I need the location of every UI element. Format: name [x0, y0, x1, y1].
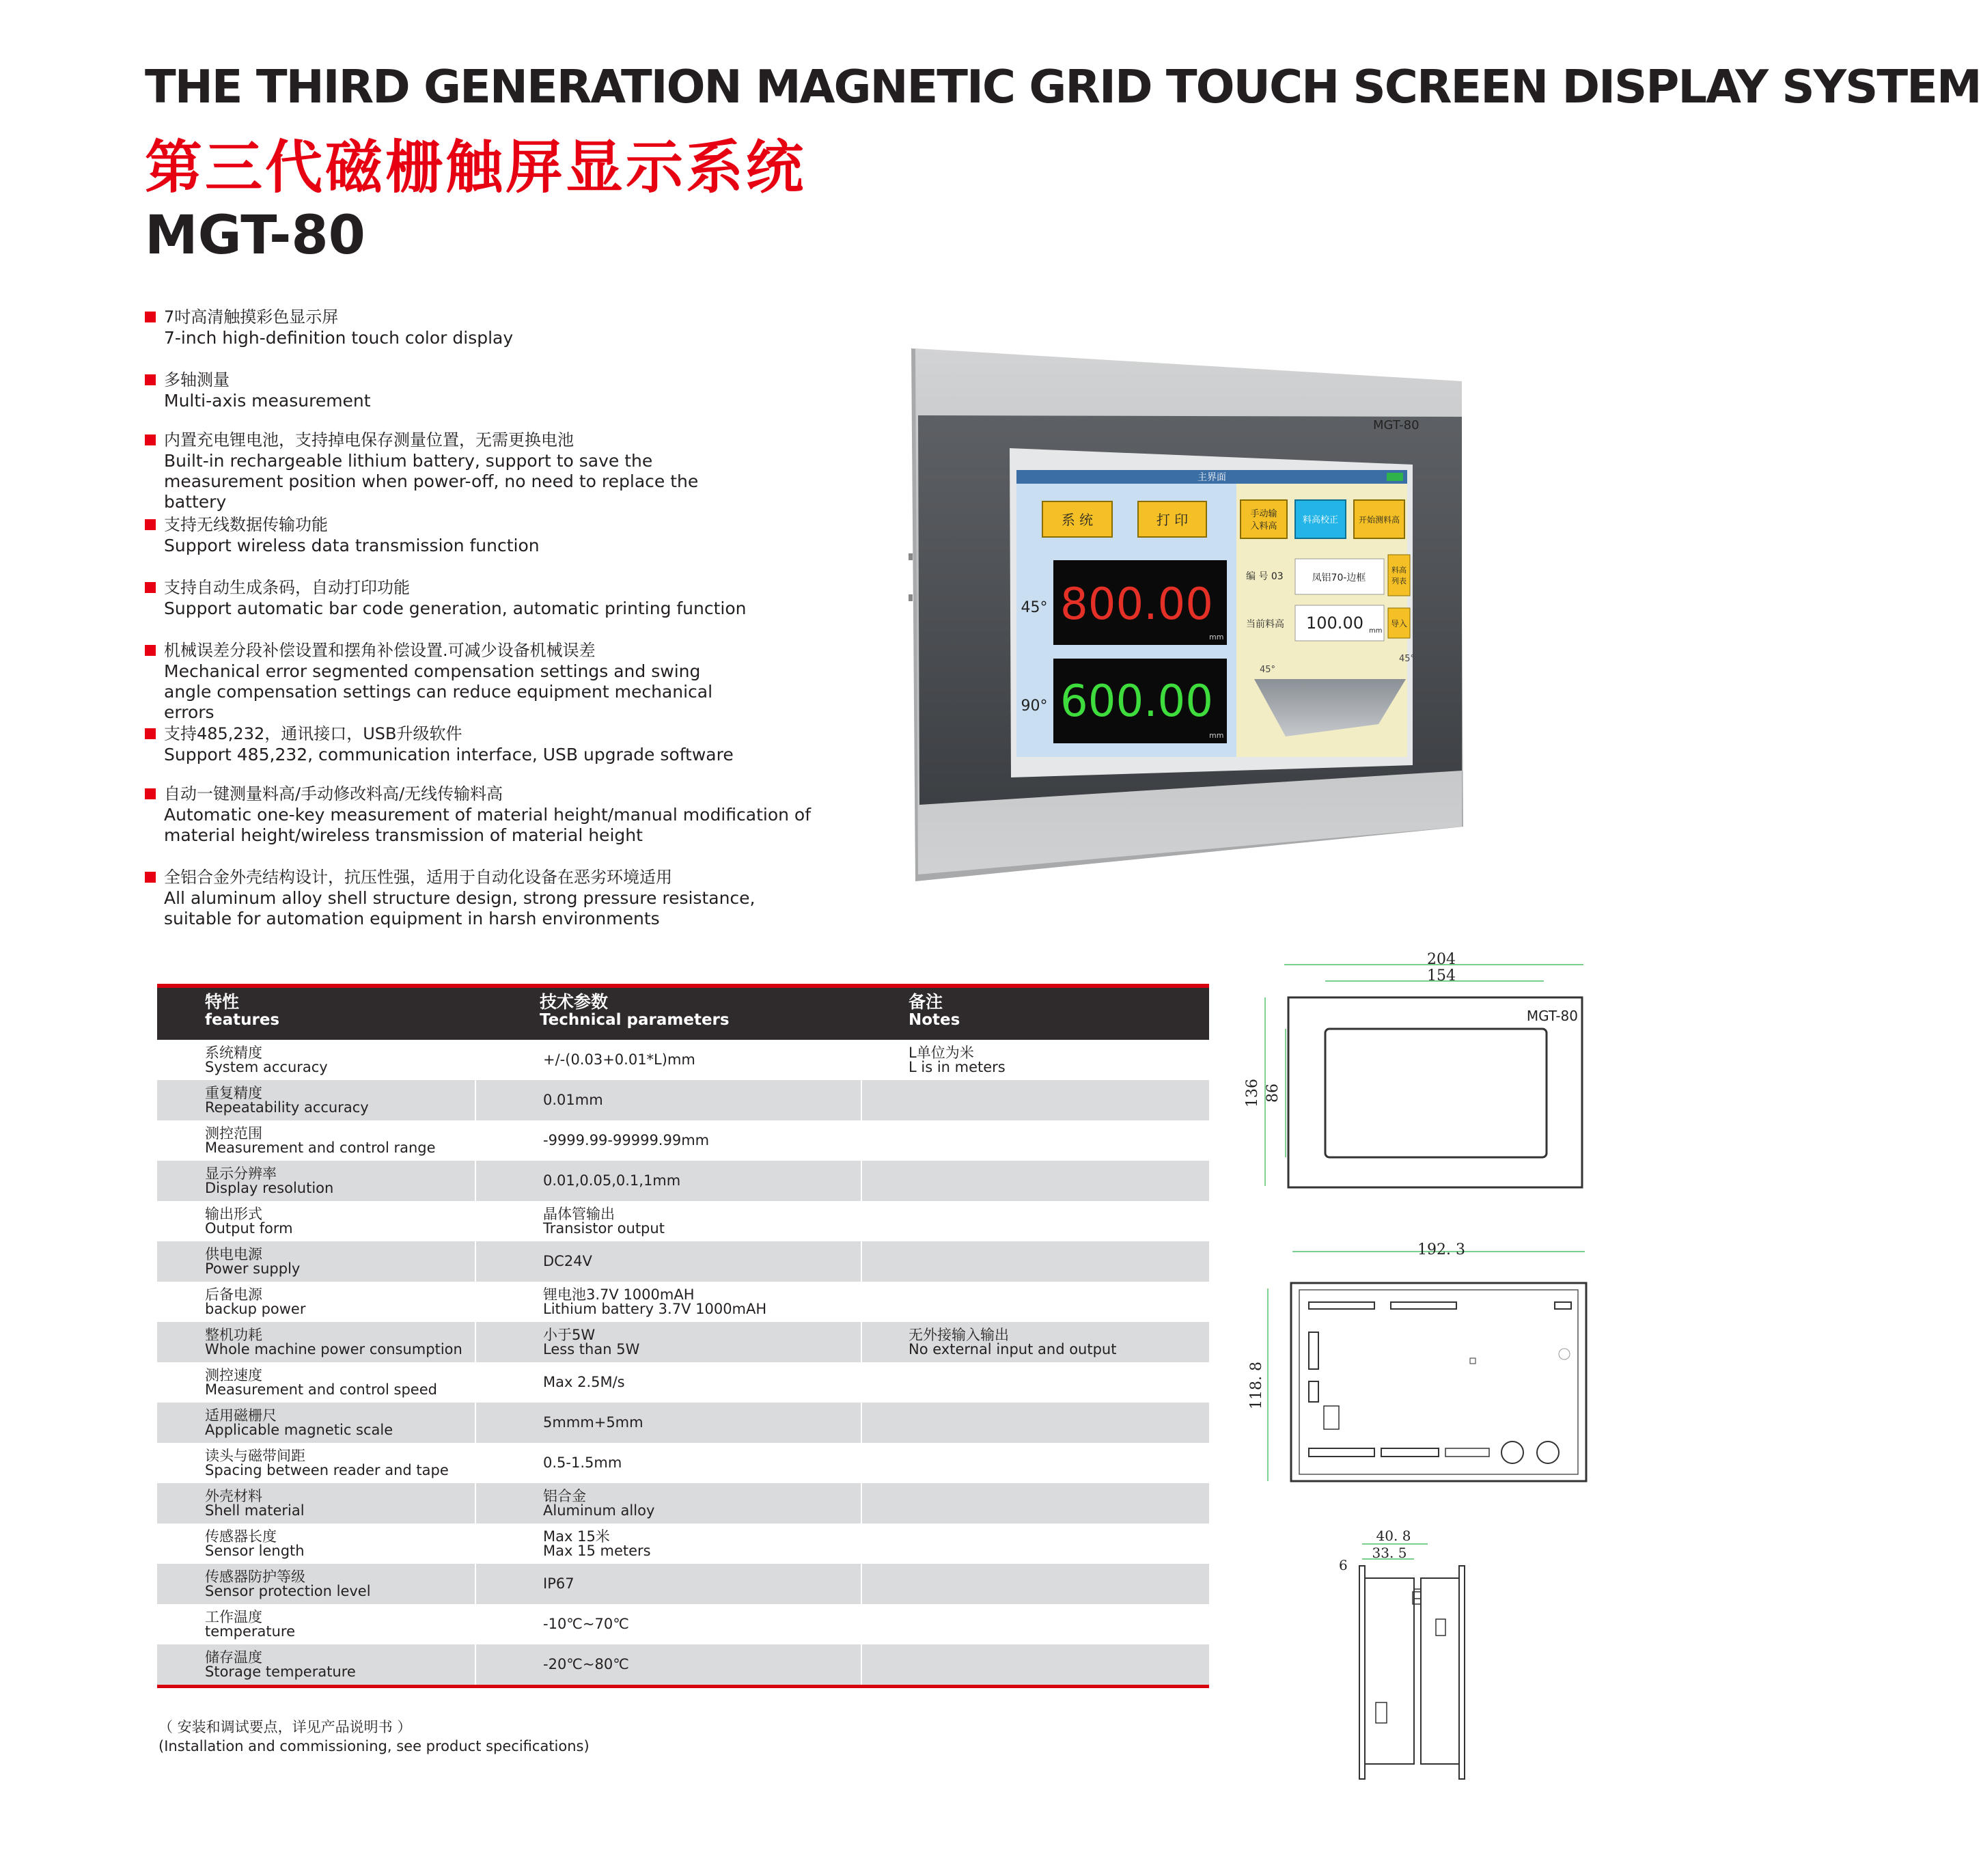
- dim-back-height: 118. 8: [1248, 1362, 1265, 1409]
- cell-parameter-line1: -10℃~70℃: [543, 1616, 629, 1632]
- battery-icon: [1387, 473, 1403, 481]
- bullet-square-icon: [145, 872, 156, 883]
- table-row: [157, 1080, 1209, 1120]
- feature-item: [145, 306, 828, 348]
- cell-note-line2: L is in meters: [909, 1058, 1006, 1075]
- cell-feature-cn: 供电电源: [205, 1245, 262, 1263]
- feature-cn: 支持485,232，通讯接口，USB升级软件: [164, 724, 462, 743]
- cell-feature-en: Sensor protection level: [205, 1582, 371, 1599]
- cell-feature-cn: 整机功耗: [205, 1326, 262, 1343]
- header-features: [205, 993, 279, 1029]
- cell-feature-cn: 显示分辨率: [205, 1165, 277, 1182]
- label-90: 90°: [1021, 698, 1048, 715]
- dim-width-inner: 154: [1427, 967, 1456, 984]
- dim-depth-outer: 40. 8: [1376, 1528, 1411, 1544]
- device-photo: [909, 348, 1469, 881]
- angle-left-label: 45°: [1260, 665, 1276, 675]
- cell-feature-en: Storage temperature: [205, 1663, 356, 1680]
- cell-parameter: [543, 1523, 898, 1564]
- cell-feature-cn: 重复精度: [205, 1084, 262, 1101]
- feature-cn: 支持无线数据传输功能: [164, 515, 328, 534]
- install-note-cn: （ 安装和调试要点，详见产品说明书 ）: [158, 1719, 412, 1735]
- front-screen-outline: [1325, 1029, 1547, 1157]
- cell-note: [909, 1282, 1209, 1322]
- serial-label: 编 号 03: [1246, 571, 1284, 582]
- table-row: [157, 1161, 1209, 1201]
- cell-feature-en: Spacing between reader and tape: [205, 1461, 449, 1478]
- cell-feature-en: Output form: [205, 1219, 293, 1237]
- table-header: [157, 988, 1209, 1040]
- table-row: [157, 1322, 1209, 1362]
- side-body: [1365, 1578, 1414, 1764]
- cell-note: [909, 1362, 1209, 1403]
- install-note-en: (Installation and commissioning, see product specifications): [158, 1738, 590, 1754]
- cell-parameter-line1: 0.01,0.05,0.1,1mm: [543, 1172, 681, 1189]
- cell-note: [909, 1241, 1209, 1282]
- cell-feature-en: Applicable magnetic scale: [205, 1421, 393, 1438]
- height-list-button[interactable]: [1388, 555, 1410, 596]
- dim-back-width: 192. 3: [1417, 1241, 1465, 1258]
- height-list-label-2: 列表: [1391, 577, 1407, 585]
- feature-item: [145, 783, 828, 846]
- system-button-label: 系 统: [1061, 512, 1094, 528]
- table-row: [157, 1201, 1209, 1241]
- header-notes: [909, 993, 960, 1029]
- cell-note-line1: 无外接输入输出: [909, 1326, 1009, 1343]
- cell-parameter-line2: Aluminum alloy: [543, 1502, 655, 1519]
- bullet-square-icon: [145, 312, 156, 322]
- current-height-label: 当前料高: [1246, 619, 1284, 630]
- cell-feature-en: Power supply: [205, 1260, 301, 1277]
- cell-feature-cn: 读头与磁带间距: [205, 1447, 305, 1464]
- header-params: [540, 993, 730, 1029]
- cell-feature-en: Sensor length: [205, 1542, 305, 1559]
- feature-cn: 支持自动生成条码，自动打印功能: [164, 578, 410, 597]
- feature-en: Built-in rechargeable lithium battery, support to save the measurement position when power-off, no need to replace the battery: [164, 451, 699, 512]
- feature-cn: 机械误差分段补偿设置和摆角补偿设置.可减少设备机械误差: [164, 641, 596, 660]
- cell-note: [909, 1523, 1209, 1564]
- height-list-label-1: 料高: [1391, 566, 1407, 575]
- side-flange: [1359, 1566, 1365, 1779]
- table-body: [157, 1040, 1209, 1685]
- cell-note: [909, 1080, 1209, 1120]
- feature-item: [145, 514, 828, 556]
- feature-cn: 内置充电锂电池，支持掉电保存测量位置，无需更换电池: [164, 430, 574, 450]
- cell-feature-cn: 输出形式: [205, 1205, 262, 1222]
- dim-flange: 6: [1339, 1557, 1348, 1573]
- feature-cn: 多轴测量: [164, 370, 230, 389]
- cell-parameter-line1: 晶体管输出: [543, 1205, 615, 1222]
- feature-en: Support automatic bar code generation, automatic printing function: [164, 598, 747, 618]
- cell-feature-cn: 测控范围: [205, 1125, 262, 1142]
- table-row: [157, 1644, 1209, 1685]
- cell-note-line1: L单位为米: [909, 1044, 974, 1061]
- cell-parameter-line1: +/-(0.03+0.01*L)mm: [543, 1051, 695, 1068]
- page-title-en: THE THIRD GENERATION MAGNETIC GRID TOUCH SCREEN DISPLAY SYSTEM: [145, 60, 1981, 113]
- cell-parameter: [543, 1040, 898, 1080]
- table-row: [157, 1523, 1209, 1564]
- bullet-square-icon: [145, 582, 156, 593]
- cell-feature-en: Measurement and control range: [205, 1139, 436, 1156]
- bullet-square-icon: [145, 434, 156, 445]
- serial-value: 凤铝70-边框: [1312, 573, 1366, 583]
- feature-cn: 7吋高清触摸彩色显示屏: [164, 307, 339, 327]
- cell-parameter: [543, 1564, 898, 1604]
- side-dimension-drawing: [1325, 1523, 1530, 1783]
- cell-parameter-line2: Lithium battery 3.7V 1000mAH: [543, 1300, 767, 1317]
- import-button-label: 导入: [1390, 619, 1408, 629]
- cell-note: [909, 1322, 1209, 1362]
- cell-parameter: [543, 1161, 898, 1201]
- cell-note: [909, 1403, 1209, 1443]
- cell-feature-en: Display resolution: [205, 1179, 334, 1196]
- cell-feature-en: Shell material: [205, 1502, 305, 1519]
- cell-feature-en: Whole machine power consumption: [205, 1340, 462, 1357]
- feature-en: Support wireless data transmission function: [164, 536, 540, 555]
- side-body-2: [1421, 1578, 1459, 1764]
- cell-parameter-line1: 0.5-1.5mm: [543, 1454, 622, 1471]
- model-name: MGT-80: [145, 205, 365, 266]
- cell-note: [909, 1201, 1209, 1241]
- cell-note: [909, 1564, 1209, 1604]
- cell-feature-en: backup power: [205, 1300, 306, 1317]
- page-title-cn: 第三代磁栅触屏显示系统: [145, 134, 807, 201]
- cell-parameter: [543, 1080, 898, 1120]
- table-row: [157, 1362, 1209, 1403]
- table-row: [157, 1040, 1209, 1080]
- cell-feature-cn: 适用磁栅尺: [205, 1407, 277, 1424]
- header-notes-cn: 备注: [909, 992, 943, 1012]
- table-row: [157, 1403, 1209, 1443]
- cell-parameter-line1: DC24V: [543, 1253, 592, 1269]
- cell-parameter-line2: Transistor output: [543, 1219, 665, 1237]
- feature-item: [145, 866, 828, 929]
- cell-feature-cn: 后备电源: [205, 1286, 262, 1303]
- device-brand-label: MGT-80: [1373, 418, 1419, 432]
- cell-parameter-line1: IP67: [543, 1575, 574, 1592]
- start-measure-label: 开始测料高: [1358, 515, 1400, 525]
- value-90: 600.00: [1060, 676, 1213, 727]
- current-height-value: 100.00: [1306, 613, 1363, 633]
- feature-cn: 自动一键测量料高/手动修改料高/无线传输料高: [164, 784, 503, 803]
- header-params-cn: 技术参数: [540, 992, 609, 1012]
- spec-table: [157, 984, 1209, 1688]
- dim-width-outer: 204: [1427, 951, 1456, 968]
- cell-note: [909, 1483, 1209, 1523]
- back-dimension-drawing: [1236, 1230, 1592, 1503]
- cell-parameter-line1: Max 15米: [543, 1528, 610, 1545]
- cell-parameter: [543, 1644, 898, 1685]
- feature-en: 7-inch high-definition touch color display: [164, 328, 514, 348]
- cell-feature-en: Measurement and control speed: [205, 1381, 437, 1398]
- unit-90: mm: [1209, 731, 1224, 740]
- cell-parameter-line1: 锂电池3.7V 1000mAH: [543, 1286, 695, 1303]
- cell-note: [909, 1604, 1209, 1644]
- cell-feature-en: System accuracy: [205, 1058, 328, 1075]
- cell-parameter: [543, 1241, 898, 1282]
- side-clip-icon: [909, 553, 913, 560]
- header-features-en: features: [205, 1011, 280, 1029]
- cell-note: [909, 1443, 1209, 1483]
- cell-parameter: [543, 1403, 898, 1443]
- manual-input-label-1: 手动输: [1250, 509, 1277, 519]
- front-brand-label: MGT-80: [1526, 1008, 1578, 1024]
- bullet-square-icon: [145, 728, 156, 739]
- side-connector-icon: [1414, 1589, 1421, 1599]
- cell-parameter-line1: 5mmm+5mm: [543, 1414, 643, 1431]
- table-bottom-rule: [157, 1685, 1209, 1688]
- feature-en: Support 485,232, communication interface, USB upgrade software: [164, 745, 734, 764]
- angle-right-label: 45°: [1399, 654, 1415, 664]
- cell-feature-cn: 外壳材料: [205, 1487, 262, 1504]
- cell-parameter-line1: Max 2.5M/s: [543, 1374, 625, 1390]
- cell-parameter: [543, 1483, 898, 1523]
- cell-feature-en: temperature: [205, 1623, 295, 1640]
- cell-parameter-line1: -9999.99-99999.99mm: [543, 1132, 710, 1148]
- feature-item: [145, 639, 828, 723]
- cell-note-line2: No external input and output: [909, 1340, 1117, 1357]
- screen-title: 主界面: [1197, 472, 1226, 483]
- table-row: [157, 1564, 1209, 1604]
- bullet-square-icon: [145, 374, 156, 385]
- cell-parameter-line1: 小于5W: [543, 1326, 596, 1343]
- cell-note: [909, 1120, 1209, 1161]
- header-params-en: Technical parameters: [540, 1011, 730, 1029]
- table-row: [157, 1282, 1209, 1322]
- table-row: [157, 1241, 1209, 1282]
- table-row: [157, 1120, 1209, 1161]
- feature-cn: 全铝合金外壳结构设计，抗压性强，适用于自动化设备在恶劣环境适用: [164, 868, 672, 887]
- cell-parameter-line1: 0.01mm: [543, 1092, 603, 1108]
- bullet-square-icon: [145, 788, 156, 799]
- cell-feature-en: Repeatability accuracy: [205, 1099, 369, 1116]
- cell-parameter-line1: 铝合金: [543, 1487, 586, 1504]
- feature-en: All aluminum alloy shell structure design, strong pressure resistance, suitable for automation equipment in harsh environments: [164, 888, 756, 928]
- cell-feature-cn: 储存温度: [205, 1649, 262, 1666]
- cell-parameter: [543, 1322, 898, 1362]
- header-notes-en: Notes: [909, 1011, 960, 1029]
- cell-note: [909, 1161, 1209, 1201]
- calibrate-button-label: 料高校正: [1302, 515, 1339, 525]
- dim-height-inner: 86: [1264, 1084, 1282, 1103]
- side-clip-icon: [909, 594, 913, 601]
- print-button-label: 打 印: [1156, 512, 1189, 528]
- feature-en: Multi-axis measurement: [164, 391, 371, 411]
- feature-en: Mechanical error segmented compensation settings and swing angle compensation settings can reduce equipment mechanical errors: [164, 661, 713, 722]
- bullet-square-icon: [145, 519, 156, 530]
- feature-item: [145, 723, 828, 765]
- table-row: [157, 1604, 1209, 1644]
- current-height-unit: mm: [1369, 627, 1383, 635]
- cell-parameter: [543, 1120, 898, 1161]
- cell-feature-cn: 测控速度: [205, 1366, 262, 1383]
- dim-depth-inner: 33. 5: [1372, 1545, 1407, 1561]
- cell-parameter-line2: Less than 5W: [543, 1340, 640, 1357]
- cell-note: [909, 1644, 1209, 1685]
- cell-parameter-line2: Max 15 meters: [543, 1542, 651, 1559]
- cell-parameter-line1: -20℃~80℃: [543, 1656, 629, 1672]
- manual-input-label-2: 入料高: [1250, 521, 1277, 532]
- front-dimension-drawing: [1236, 950, 1592, 1202]
- feature-item: [145, 577, 828, 619]
- header-features-cn: 特性: [205, 992, 240, 1012]
- cell-note: [909, 1040, 1209, 1080]
- cell-parameter: [543, 1362, 898, 1403]
- table-row: [157, 1443, 1209, 1483]
- bullet-square-icon: [145, 645, 156, 656]
- unit-45: mm: [1209, 633, 1224, 642]
- cell-feature-cn: 传感器长度: [205, 1528, 277, 1545]
- cell-parameter: [543, 1443, 898, 1483]
- cell-feature-cn: 工作温度: [205, 1608, 262, 1625]
- feature-en: Automatic one-key measurement of material height/manual modification of material height/wireless transmission of material height: [164, 805, 811, 845]
- cell-feature-cn: 系统精度: [205, 1044, 262, 1061]
- feature-item: [145, 369, 828, 411]
- side-flange-2: [1459, 1566, 1465, 1779]
- cell-feature-cn: 传感器防护等级: [205, 1568, 305, 1585]
- cell-parameter: [543, 1604, 898, 1644]
- cell-parameter: [543, 1282, 898, 1322]
- manual-input-button[interactable]: [1241, 500, 1287, 538]
- value-45: 800.00: [1060, 579, 1213, 630]
- feature-item: [145, 429, 828, 512]
- table-row: [157, 1483, 1209, 1523]
- dim-height-outer: 136: [1244, 1079, 1261, 1107]
- label-45: 45°: [1021, 599, 1048, 616]
- cell-parameter: [543, 1201, 898, 1241]
